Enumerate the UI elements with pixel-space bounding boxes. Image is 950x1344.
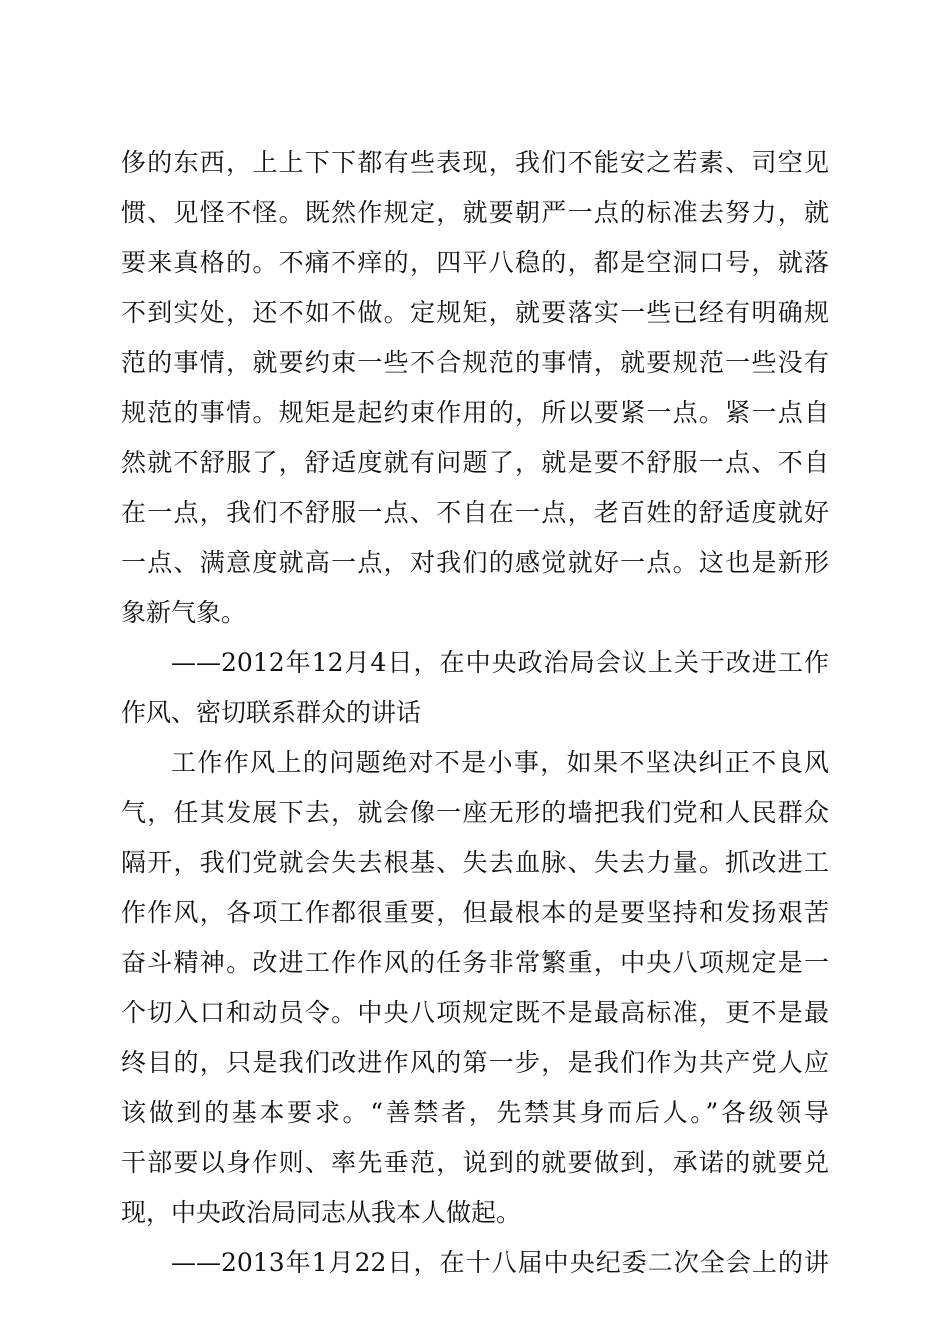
text-line: 隔开，我们党就会失去根基、失去血脉、失去力量。抓改进工 [121, 848, 829, 877]
text-line: 个切入口和动员令。中央八项规定既不是最高标准，更不是最 [121, 998, 829, 1027]
text-line: 象新气象。 [121, 598, 247, 627]
text-line: 气，任其发展下去，就会像一座无形的墙把我们党和人民群众 [121, 798, 829, 827]
citation-line: ——2012年12月4日，在中央政治局会议上关于改进工作 [171, 648, 829, 677]
citation-line: 作风、密切联系群众的讲话 [121, 698, 422, 727]
text-line: 惯、见怪不怪。既然作规定，就要朝严一点的标准去努力，就 [121, 198, 829, 227]
text-line: 在一点，我们不舒服一点、不自在一点，老百姓的舒适度就好 [121, 498, 829, 527]
citation-line: ——2013年1月22日，在十八届中央纪委二次全会上的讲 [171, 1248, 829, 1277]
text-line: 然就不舒服了，舒适度就有问题了，就是要不舒服一点、不自 [121, 448, 829, 477]
text-line: 工作作风上的问题绝对不是小事，如果不坚决纠正不良风 [171, 748, 829, 777]
text-line: 不到实处，还不如不做。定规矩，就要落实一些已经有明确规 [121, 298, 829, 327]
text-line: 终目的，只是我们改进作风的第一步，是我们作为共产党人应 [121, 1048, 829, 1077]
text-line: 干部要以身作则、率先垂范，说到的就要做到，承诺的就要兑 [121, 1148, 829, 1177]
text-line: 要来真格的。不痛不痒的，四平八稳的，都是空洞口号，就落 [121, 248, 829, 277]
text-line: 奋斗精神。改进工作作风的任务非常繁重，中央八项规定是一 [121, 948, 829, 977]
text-line: 该做到的基本要求。“善禁者，先禁其身而后人。”各级领导 [121, 1098, 829, 1127]
text-line: 规范的事情。规矩是起约束作用的，所以要紧一点。紧一点自 [121, 398, 829, 427]
text-line: 侈的东西，上上下下都有些表现，我们不能安之若素、司空见 [121, 148, 829, 177]
text-line: 现，中央政治局同志从我本人做起。 [121, 1198, 522, 1227]
text-line: 范的事情，就要约束一些不合规范的事情，就要规范一些没有 [121, 348, 829, 377]
text-line: 一点、满意度就高一点，对我们的感觉就好一点。这也是新形 [121, 548, 829, 577]
text-line: 作作风，各项工作都很重要，但最根本的是要坚持和发扬艰苦 [121, 898, 829, 927]
